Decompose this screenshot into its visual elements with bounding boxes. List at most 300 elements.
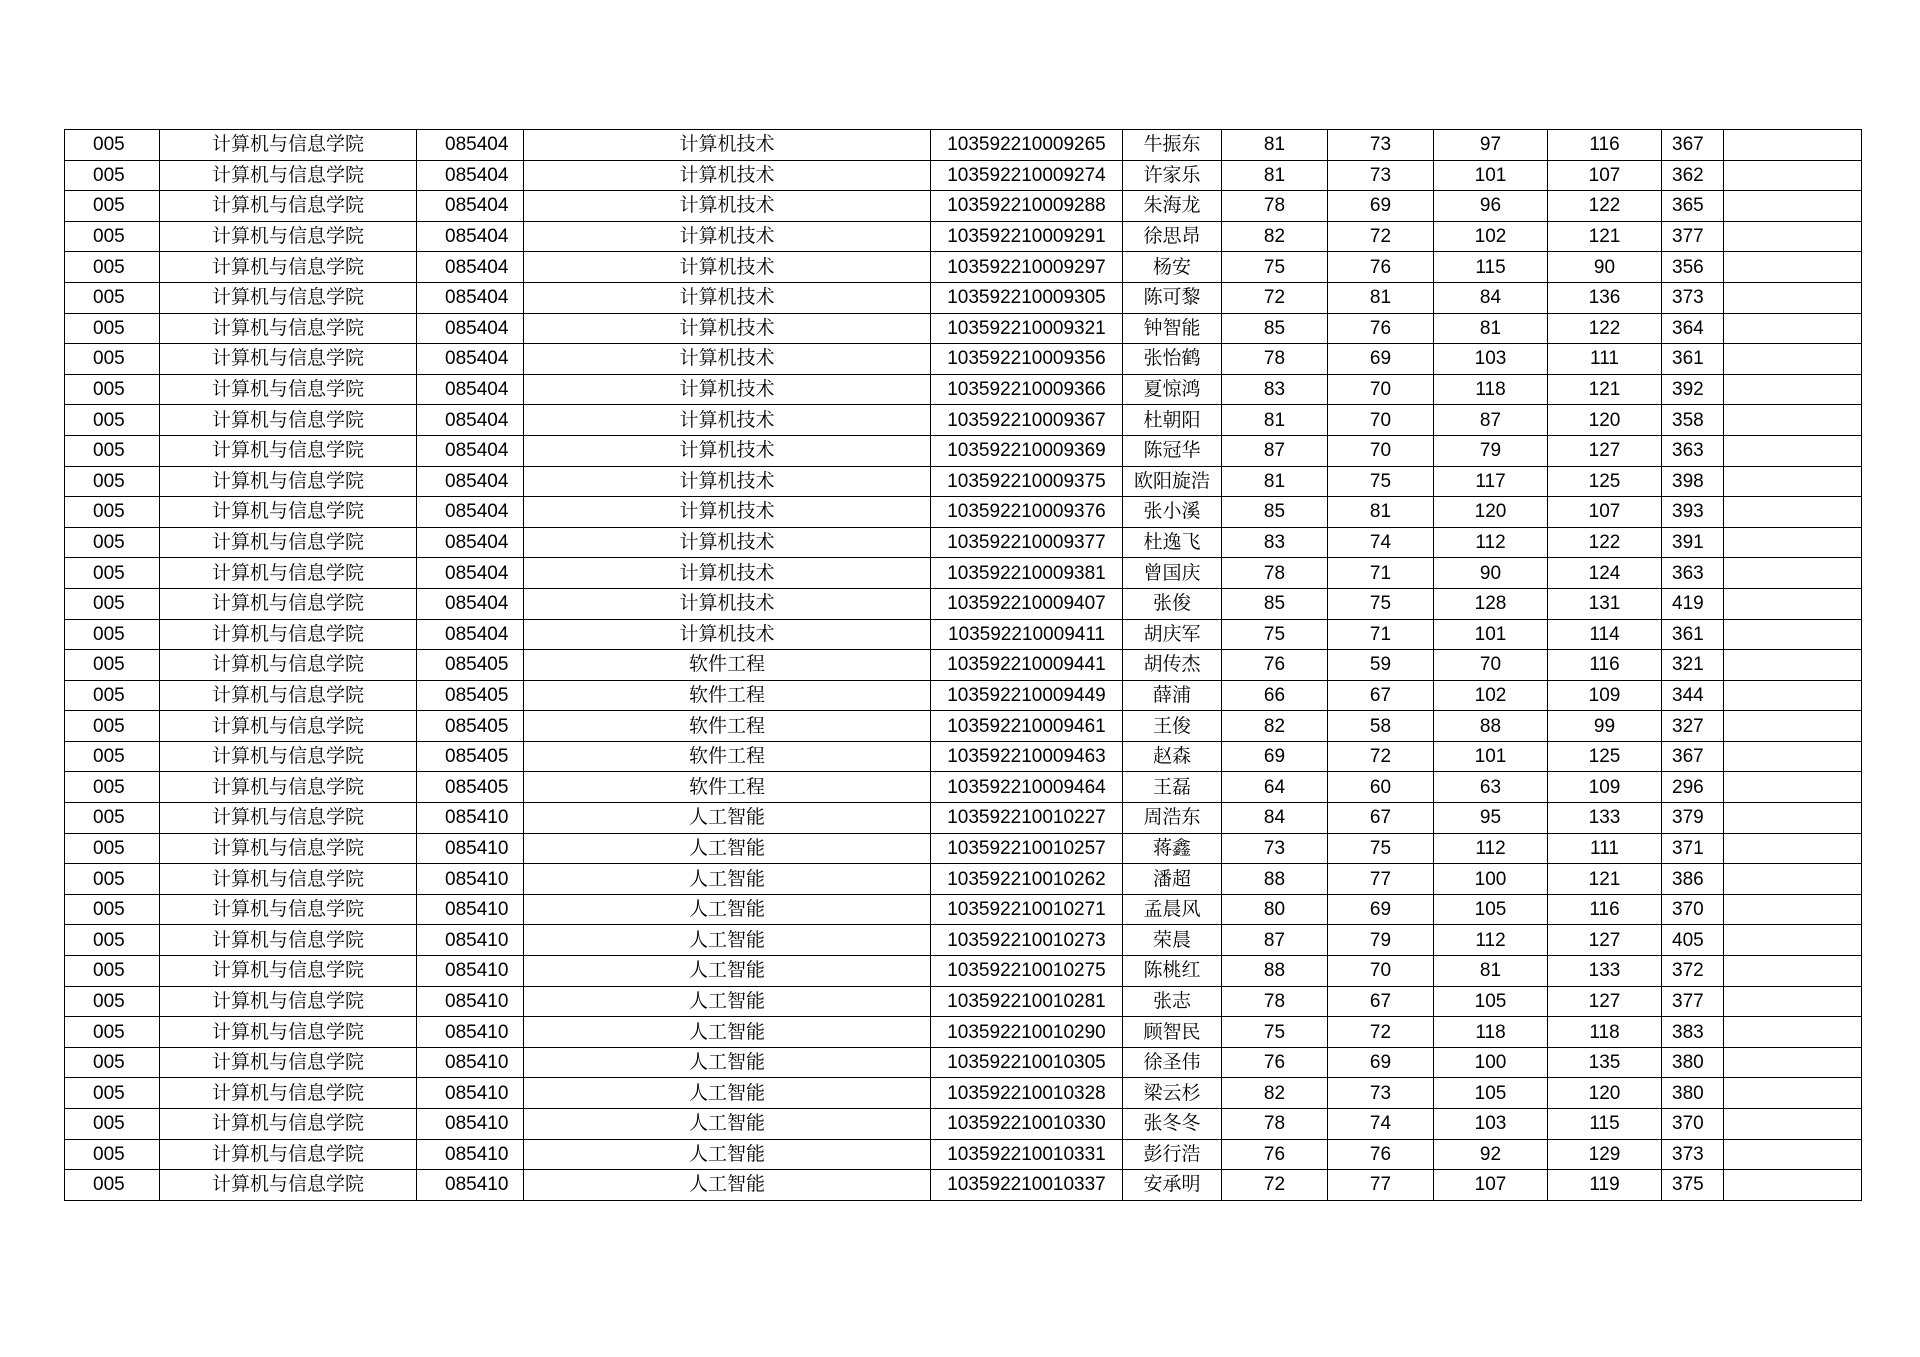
- math-score-cell: 117: [1434, 466, 1548, 497]
- total-score-cell: 356: [1662, 252, 1724, 283]
- college-name-cell: 计算机与信息学院: [160, 680, 417, 711]
- total-score-cell: 344: [1662, 680, 1724, 711]
- major-name-cell: 计算机技术: [524, 191, 931, 222]
- politics-score-cell: 82: [1222, 221, 1328, 252]
- exam-id-cell: 103592210010257: [931, 833, 1123, 864]
- major-code-cell: 085410: [417, 894, 524, 925]
- remark-cell: [1724, 313, 1862, 344]
- dept-code-cell: 005: [65, 160, 160, 191]
- student-name-cell: 胡传杰: [1123, 650, 1222, 681]
- english-score-cell: 71: [1328, 558, 1434, 589]
- major-code-cell: 085410: [417, 1078, 524, 1109]
- dept-code-cell: 005: [65, 497, 160, 528]
- professional-score-cell: 125: [1548, 466, 1662, 497]
- major-code-cell: 085404: [417, 374, 524, 405]
- college-name-cell: 计算机与信息学院: [160, 466, 417, 497]
- student-name-cell: 赵森: [1123, 741, 1222, 772]
- student-name-cell: 张志: [1123, 986, 1222, 1017]
- english-score-cell: 59: [1328, 650, 1434, 681]
- remark-cell: [1724, 466, 1862, 497]
- exam-id-cell: 103592210009288: [931, 191, 1123, 222]
- math-score-cell: 101: [1434, 160, 1548, 191]
- politics-score-cell: 76: [1222, 1047, 1328, 1078]
- dept-code-cell: 005: [65, 527, 160, 558]
- major-code-cell: 085405: [417, 650, 524, 681]
- math-score-cell: 115: [1434, 252, 1548, 283]
- politics-score-cell: 64: [1222, 772, 1328, 803]
- major-name-cell: 计算机技术: [524, 374, 931, 405]
- exam-id-cell: 103592210009375: [931, 466, 1123, 497]
- math-score-cell: 84: [1434, 282, 1548, 313]
- total-score-cell: 380: [1662, 1078, 1724, 1109]
- total-score-cell: 363: [1662, 435, 1724, 466]
- professional-score-cell: 111: [1548, 833, 1662, 864]
- major-code-cell: 085404: [417, 344, 524, 375]
- professional-score-cell: 136: [1548, 282, 1662, 313]
- table-row: [65, 864, 1862, 895]
- major-code-cell: 085404: [417, 160, 524, 191]
- politics-score-cell: 85: [1222, 313, 1328, 344]
- dept-code-cell: 005: [65, 741, 160, 772]
- exam-id-cell: 103592210010331: [931, 1139, 1123, 1170]
- english-score-cell: 69: [1328, 894, 1434, 925]
- total-score-cell: 321: [1662, 650, 1724, 681]
- major-code-cell: 085405: [417, 772, 524, 803]
- professional-score-cell: 122: [1548, 527, 1662, 558]
- professional-score-cell: 127: [1548, 435, 1662, 466]
- english-score-cell: 73: [1328, 130, 1434, 161]
- table-row: [65, 1017, 1862, 1048]
- exam-id-cell: 103592210009274: [931, 160, 1123, 191]
- table-row: [65, 680, 1862, 711]
- major-name-cell: 计算机技术: [524, 130, 931, 161]
- professional-score-cell: 122: [1548, 313, 1662, 344]
- dept-code-cell: 005: [65, 1078, 160, 1109]
- professional-score-cell: 116: [1548, 650, 1662, 681]
- major-code-cell: 085410: [417, 925, 524, 956]
- exam-id-cell: 103592210010275: [931, 956, 1123, 987]
- major-code-cell: 085405: [417, 711, 524, 742]
- dept-code-cell: 005: [65, 221, 160, 252]
- major-name-cell: 人工智能: [524, 1170, 931, 1201]
- dept-code-cell: 005: [65, 1109, 160, 1140]
- exam-id-cell: 103592210009377: [931, 527, 1123, 558]
- english-score-cell: 58: [1328, 711, 1434, 742]
- remark-cell: [1724, 986, 1862, 1017]
- table-row: [65, 1170, 1862, 1201]
- math-score-cell: 112: [1434, 925, 1548, 956]
- total-score-cell: 358: [1662, 405, 1724, 436]
- table-row: [65, 925, 1862, 956]
- professional-score-cell: 118: [1548, 1017, 1662, 1048]
- major-code-cell: 085404: [417, 130, 524, 161]
- major-name-cell: 人工智能: [524, 864, 931, 895]
- major-code-cell: 085404: [417, 497, 524, 528]
- exam-id-cell: 103592210010337: [931, 1170, 1123, 1201]
- english-score-cell: 76: [1328, 252, 1434, 283]
- college-name-cell: 计算机与信息学院: [160, 313, 417, 344]
- major-name-cell: 计算机技术: [524, 558, 931, 589]
- total-score-cell: 377: [1662, 986, 1724, 1017]
- exam-id-cell: 103592210009291: [931, 221, 1123, 252]
- table-row: [65, 711, 1862, 742]
- student-name-cell: 陈桃红: [1123, 956, 1222, 987]
- exam-id-cell: 103592210009441: [931, 650, 1123, 681]
- remark-cell: [1724, 803, 1862, 834]
- student-name-cell: 荣晨: [1123, 925, 1222, 956]
- math-score-cell: 100: [1434, 1047, 1548, 1078]
- math-score-cell: 63: [1434, 772, 1548, 803]
- exam-id-cell: 103592210009449: [931, 680, 1123, 711]
- math-score-cell: 112: [1434, 527, 1548, 558]
- dept-code-cell: 005: [65, 925, 160, 956]
- english-score-cell: 72: [1328, 1017, 1434, 1048]
- table-row: [65, 650, 1862, 681]
- remark-cell: [1724, 344, 1862, 375]
- major-name-cell: 计算机技术: [524, 527, 931, 558]
- professional-score-cell: 122: [1548, 191, 1662, 222]
- student-name-cell: 胡庆军: [1123, 619, 1222, 650]
- student-name-cell: 朱海龙: [1123, 191, 1222, 222]
- dept-code-cell: 005: [65, 1017, 160, 1048]
- dept-code-cell: 005: [65, 588, 160, 619]
- politics-score-cell: 88: [1222, 864, 1328, 895]
- major-code-cell: 085404: [417, 619, 524, 650]
- major-code-cell: 085410: [417, 1109, 524, 1140]
- exam-id-cell: 103592210009265: [931, 130, 1123, 161]
- english-score-cell: 73: [1328, 1078, 1434, 1109]
- college-name-cell: 计算机与信息学院: [160, 1017, 417, 1048]
- dept-code-cell: 005: [65, 894, 160, 925]
- remark-cell: [1724, 160, 1862, 191]
- major-code-cell: 085404: [417, 191, 524, 222]
- table-row: [65, 558, 1862, 589]
- major-name-cell: 计算机技术: [524, 405, 931, 436]
- major-name-cell: 计算机技术: [524, 282, 931, 313]
- dept-code-cell: 005: [65, 313, 160, 344]
- politics-score-cell: 66: [1222, 680, 1328, 711]
- major-name-cell: 人工智能: [524, 1047, 931, 1078]
- math-score-cell: 118: [1434, 374, 1548, 405]
- total-score-cell: 370: [1662, 894, 1724, 925]
- table-row: [65, 191, 1862, 222]
- math-score-cell: 105: [1434, 1078, 1548, 1109]
- math-score-cell: 128: [1434, 588, 1548, 619]
- politics-score-cell: 72: [1222, 1170, 1328, 1201]
- student-name-cell: 张小溪: [1123, 497, 1222, 528]
- remark-cell: [1724, 680, 1862, 711]
- exam-id-cell: 103592210010290: [931, 1017, 1123, 1048]
- table-row: [65, 374, 1862, 405]
- exam-id-cell: 103592210009367: [931, 405, 1123, 436]
- major-name-cell: 人工智能: [524, 1017, 931, 1048]
- math-score-cell: 101: [1434, 619, 1548, 650]
- table-row: [65, 1109, 1862, 1140]
- college-name-cell: 计算机与信息学院: [160, 252, 417, 283]
- professional-score-cell: 121: [1548, 374, 1662, 405]
- total-score-cell: 370: [1662, 1109, 1724, 1140]
- college-name-cell: 计算机与信息学院: [160, 497, 417, 528]
- exam-id-cell: 103592210009461: [931, 711, 1123, 742]
- dept-code-cell: 005: [65, 344, 160, 375]
- dept-code-cell: 005: [65, 680, 160, 711]
- dept-code-cell: 005: [65, 435, 160, 466]
- college-name-cell: 计算机与信息学院: [160, 894, 417, 925]
- table-row: [65, 772, 1862, 803]
- college-name-cell: 计算机与信息学院: [160, 1078, 417, 1109]
- total-score-cell: 405: [1662, 925, 1724, 956]
- professional-score-cell: 131: [1548, 588, 1662, 619]
- table-row: [65, 344, 1862, 375]
- english-score-cell: 76: [1328, 1139, 1434, 1170]
- professional-score-cell: 109: [1548, 772, 1662, 803]
- politics-score-cell: 72: [1222, 282, 1328, 313]
- student-name-cell: 梁云杉: [1123, 1078, 1222, 1109]
- english-score-cell: 81: [1328, 497, 1434, 528]
- math-score-cell: 120: [1434, 497, 1548, 528]
- exam-id-cell: 103592210010271: [931, 894, 1123, 925]
- professional-score-cell: 121: [1548, 221, 1662, 252]
- politics-score-cell: 84: [1222, 803, 1328, 834]
- college-name-cell: 计算机与信息学院: [160, 435, 417, 466]
- english-score-cell: 74: [1328, 527, 1434, 558]
- major-code-cell: 085404: [417, 435, 524, 466]
- math-score-cell: 87: [1434, 405, 1548, 436]
- college-name-cell: 计算机与信息学院: [160, 619, 417, 650]
- dept-code-cell: 005: [65, 191, 160, 222]
- politics-score-cell: 87: [1222, 925, 1328, 956]
- professional-score-cell: 127: [1548, 986, 1662, 1017]
- student-name-cell: 陈冠华: [1123, 435, 1222, 466]
- major-code-cell: 085410: [417, 803, 524, 834]
- student-name-cell: 薛浦: [1123, 680, 1222, 711]
- professional-score-cell: 90: [1548, 252, 1662, 283]
- remark-cell: [1724, 191, 1862, 222]
- dept-code-cell: 005: [65, 466, 160, 497]
- student-name-cell: 夏惊鸿: [1123, 374, 1222, 405]
- total-score-cell: 383: [1662, 1017, 1724, 1048]
- student-name-cell: 杨安: [1123, 252, 1222, 283]
- total-score-cell: 327: [1662, 711, 1724, 742]
- major-name-cell: 人工智能: [524, 1109, 931, 1140]
- total-score-cell: 367: [1662, 741, 1724, 772]
- student-name-cell: 曾国庆: [1123, 558, 1222, 589]
- math-score-cell: 96: [1434, 191, 1548, 222]
- english-score-cell: 77: [1328, 864, 1434, 895]
- professional-score-cell: 133: [1548, 956, 1662, 987]
- total-score-cell: 367: [1662, 130, 1724, 161]
- remark-cell: [1724, 1078, 1862, 1109]
- english-score-cell: 67: [1328, 986, 1434, 1017]
- table-row: [65, 833, 1862, 864]
- major-code-cell: 085404: [417, 221, 524, 252]
- admission-score-table: [64, 129, 1862, 1201]
- major-code-cell: 085404: [417, 466, 524, 497]
- major-name-cell: 人工智能: [524, 1139, 931, 1170]
- remark-cell: [1724, 221, 1862, 252]
- table-row: [65, 466, 1862, 497]
- remark-cell: [1724, 435, 1862, 466]
- dept-code-cell: 005: [65, 833, 160, 864]
- college-name-cell: 计算机与信息学院: [160, 1139, 417, 1170]
- professional-score-cell: 115: [1548, 1109, 1662, 1140]
- college-name-cell: 计算机与信息学院: [160, 282, 417, 313]
- remark-cell: [1724, 1139, 1862, 1170]
- remark-cell: [1724, 772, 1862, 803]
- total-score-cell: 398: [1662, 466, 1724, 497]
- major-code-cell: 085405: [417, 680, 524, 711]
- dept-code-cell: 005: [65, 130, 160, 161]
- english-score-cell: 69: [1328, 1047, 1434, 1078]
- major-code-cell: 085410: [417, 864, 524, 895]
- table-row: [65, 741, 1862, 772]
- dept-code-cell: 005: [65, 558, 160, 589]
- table-row: [65, 405, 1862, 436]
- professional-score-cell: 114: [1548, 619, 1662, 650]
- total-score-cell: 392: [1662, 374, 1724, 405]
- table-row: [65, 130, 1862, 161]
- math-score-cell: 70: [1434, 650, 1548, 681]
- college-name-cell: 计算机与信息学院: [160, 160, 417, 191]
- math-score-cell: 112: [1434, 833, 1548, 864]
- major-name-cell: 计算机技术: [524, 497, 931, 528]
- politics-score-cell: 69: [1222, 741, 1328, 772]
- dept-code-cell: 005: [65, 711, 160, 742]
- politics-score-cell: 76: [1222, 650, 1328, 681]
- math-score-cell: 102: [1434, 221, 1548, 252]
- major-code-cell: 085410: [417, 1047, 524, 1078]
- table-row: [65, 497, 1862, 528]
- math-score-cell: 103: [1434, 1109, 1548, 1140]
- table-row: [65, 956, 1862, 987]
- math-score-cell: 97: [1434, 130, 1548, 161]
- major-name-cell: 计算机技术: [524, 466, 931, 497]
- college-name-cell: 计算机与信息学院: [160, 191, 417, 222]
- exam-id-cell: 103592210009376: [931, 497, 1123, 528]
- remark-cell: [1724, 527, 1862, 558]
- politics-score-cell: 73: [1222, 833, 1328, 864]
- student-name-cell: 杜逸飞: [1123, 527, 1222, 558]
- politics-score-cell: 83: [1222, 527, 1328, 558]
- total-score-cell: 296: [1662, 772, 1724, 803]
- college-name-cell: 计算机与信息学院: [160, 741, 417, 772]
- major-code-cell: 085410: [417, 1017, 524, 1048]
- student-name-cell: 安承明: [1123, 1170, 1222, 1201]
- total-score-cell: 364: [1662, 313, 1724, 344]
- professional-score-cell: 116: [1548, 130, 1662, 161]
- remark-cell: [1724, 1047, 1862, 1078]
- table-row: [65, 221, 1862, 252]
- exam-id-cell: 103592210009464: [931, 772, 1123, 803]
- student-name-cell: 蒋鑫: [1123, 833, 1222, 864]
- math-score-cell: 95: [1434, 803, 1548, 834]
- student-name-cell: 许家乐: [1123, 160, 1222, 191]
- college-name-cell: 计算机与信息学院: [160, 986, 417, 1017]
- professional-score-cell: 124: [1548, 558, 1662, 589]
- dept-code-cell: 005: [65, 282, 160, 313]
- politics-score-cell: 78: [1222, 344, 1328, 375]
- major-code-cell: 085404: [417, 405, 524, 436]
- major-code-cell: 085410: [417, 1139, 524, 1170]
- major-code-cell: 085404: [417, 282, 524, 313]
- total-score-cell: 373: [1662, 1139, 1724, 1170]
- college-name-cell: 计算机与信息学院: [160, 803, 417, 834]
- exam-id-cell: 103592210009297: [931, 252, 1123, 283]
- student-name-cell: 王磊: [1123, 772, 1222, 803]
- english-score-cell: 70: [1328, 405, 1434, 436]
- major-name-cell: 计算机技术: [524, 160, 931, 191]
- professional-score-cell: 107: [1548, 497, 1662, 528]
- major-name-cell: 计算机技术: [524, 221, 931, 252]
- exam-id-cell: 103592210010227: [931, 803, 1123, 834]
- politics-score-cell: 85: [1222, 588, 1328, 619]
- english-score-cell: 74: [1328, 1109, 1434, 1140]
- student-name-cell: 钟智能: [1123, 313, 1222, 344]
- math-score-cell: 105: [1434, 986, 1548, 1017]
- politics-score-cell: 80: [1222, 894, 1328, 925]
- politics-score-cell: 83: [1222, 374, 1328, 405]
- math-score-cell: 102: [1434, 680, 1548, 711]
- remark-cell: [1724, 558, 1862, 589]
- exam-id-cell: 103592210009407: [931, 588, 1123, 619]
- table-body: [65, 130, 1862, 1201]
- college-name-cell: 计算机与信息学院: [160, 864, 417, 895]
- professional-score-cell: 121: [1548, 864, 1662, 895]
- remark-cell: [1724, 588, 1862, 619]
- major-name-cell: 计算机技术: [524, 619, 931, 650]
- student-name-cell: 徐思昂: [1123, 221, 1222, 252]
- math-score-cell: 103: [1434, 344, 1548, 375]
- math-score-cell: 107: [1434, 1170, 1548, 1201]
- total-score-cell: 361: [1662, 619, 1724, 650]
- professional-score-cell: 99: [1548, 711, 1662, 742]
- english-score-cell: 77: [1328, 1170, 1434, 1201]
- major-name-cell: 人工智能: [524, 833, 931, 864]
- total-score-cell: 372: [1662, 956, 1724, 987]
- student-name-cell: 徐圣伟: [1123, 1047, 1222, 1078]
- politics-score-cell: 75: [1222, 1017, 1328, 1048]
- major-code-cell: 085405: [417, 741, 524, 772]
- english-score-cell: 73: [1328, 160, 1434, 191]
- total-score-cell: 365: [1662, 191, 1724, 222]
- table-row: [65, 619, 1862, 650]
- total-score-cell: 379: [1662, 803, 1724, 834]
- math-score-cell: 88: [1434, 711, 1548, 742]
- professional-score-cell: 135: [1548, 1047, 1662, 1078]
- college-name-cell: 计算机与信息学院: [160, 711, 417, 742]
- college-name-cell: 计算机与信息学院: [160, 558, 417, 589]
- politics-score-cell: 81: [1222, 160, 1328, 191]
- politics-score-cell: 78: [1222, 558, 1328, 589]
- politics-score-cell: 85: [1222, 497, 1328, 528]
- dept-code-cell: 005: [65, 619, 160, 650]
- student-name-cell: 陈可黎: [1123, 282, 1222, 313]
- professional-score-cell: 125: [1548, 741, 1662, 772]
- remark-cell: [1724, 252, 1862, 283]
- english-score-cell: 70: [1328, 374, 1434, 405]
- major-name-cell: 人工智能: [524, 925, 931, 956]
- table-row: [65, 588, 1862, 619]
- remark-cell: [1724, 1017, 1862, 1048]
- remark-cell: [1724, 894, 1862, 925]
- math-score-cell: 81: [1434, 313, 1548, 344]
- major-name-cell: 计算机技术: [524, 252, 931, 283]
- college-name-cell: 计算机与信息学院: [160, 650, 417, 681]
- college-name-cell: 计算机与信息学院: [160, 833, 417, 864]
- english-score-cell: 70: [1328, 435, 1434, 466]
- total-score-cell: 375: [1662, 1170, 1724, 1201]
- remark-cell: [1724, 497, 1862, 528]
